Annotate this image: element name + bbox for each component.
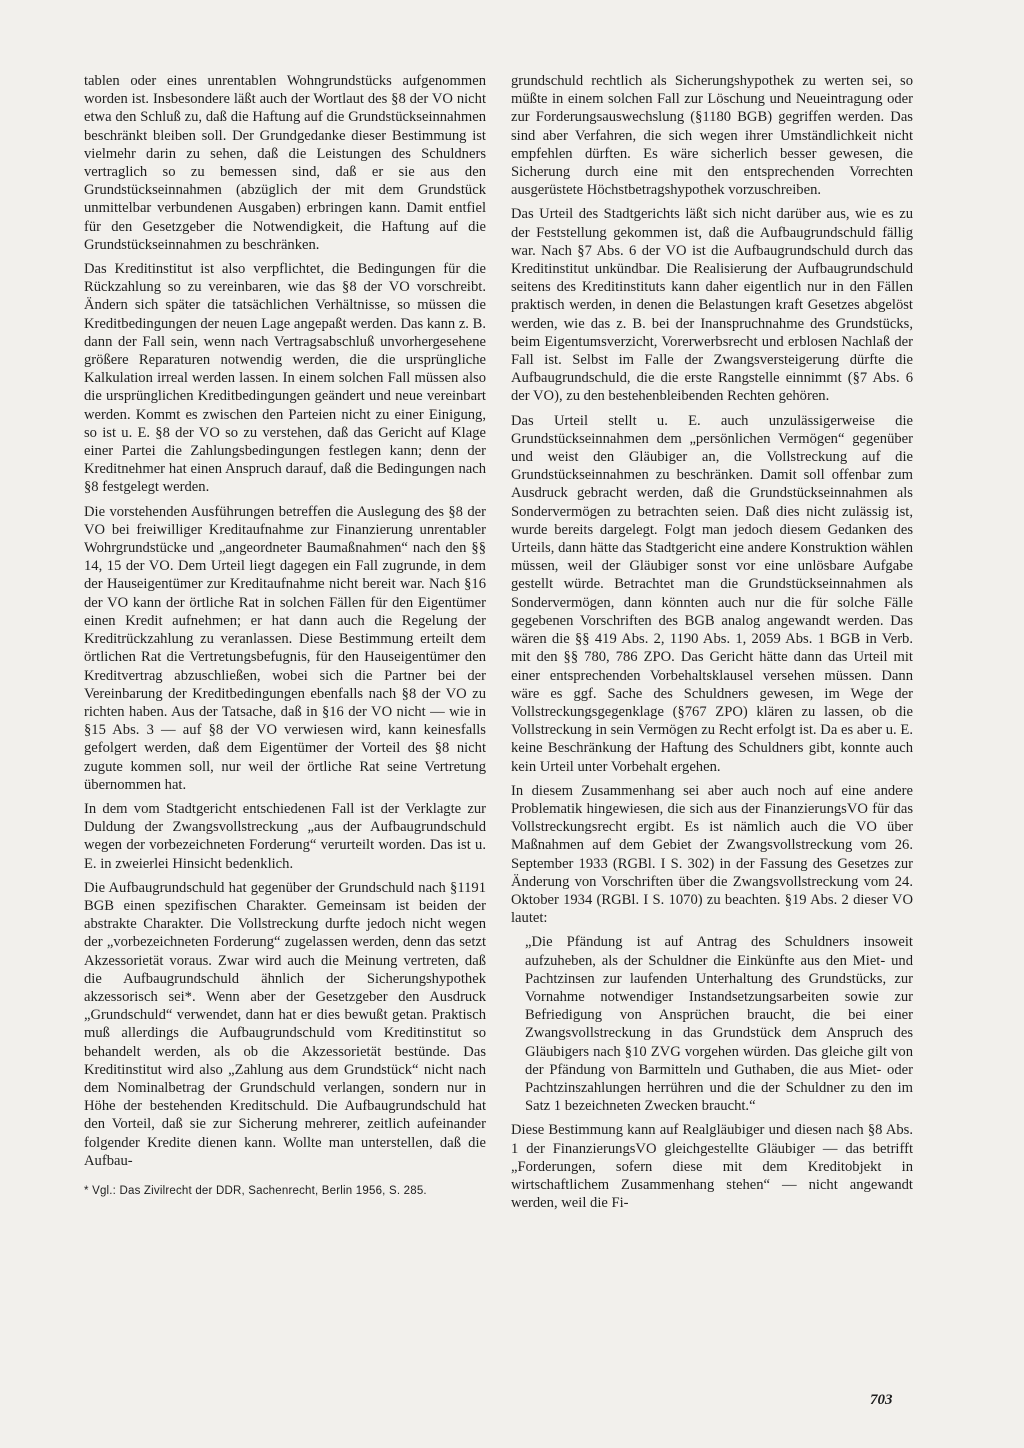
paragraph: In dem vom Stadtgericht entschiedenen Fall ist der Verklagte zur Duldung der Zwangsvollstreckung „aus der Aufbaugrundschuld wegen der vorbezeichneten Forderung“ verurteilt worden. Das ist u. E. in zweierlei Hinsicht bedenklich. <box>84 800 486 872</box>
paragraph: Die vorstehenden Ausführungen betreffen die Auslegung des §8 der VO bei freiwilliger Kreditaufnahme zur Finanzierung unrentabler Wohrgrundstücke und „angeordneter Baumaßnahmen“ nach den §§ 14, 15 der VO. Dem Urteil liegt dagegen ein Fall zugrunde, in dem der Hauseigentümer zur Kreditaufnahme nicht bereit war. Nach §16 der VO kann der örtliche Rat in solchen Fällen für den Eigentümer einen Kredit aufnehmen; er hat dann auch die Regelung der Kreditrückzahlung zu veranlassen. Diese Bestimmung erteilt dem örtlichen Rat die Vertretungsbefugnis, für den Hauseigentümer den Kreditvertrag abzuschließen, wobei sich die Partner bei der Vereinbarung der Kreditbedingungen ebenfalls nach §8 der VO zu richten haben. Aus der Tatsache, daß in §16 der VO nicht — wie in §15 Abs. 3 — auf §8 der VO verwiesen wird, kann keinesfalls gefolgert werden, daß dem Eigentümer der Vorteil des §8 nicht zugute kommen soll, nur weil der örtliche Rat seine Vertretung übernommen hat. <box>84 503 486 793</box>
block-quote: „Die Pfändung ist auf Antrag des Schuldners insoweit aufzuheben, als der Schuldner die Einkünfte aus den Miet- und Pachtzinsen zur laufenden Unterhaltung des Grundstücks, zur Vornahme notwendiger Instandsetzungsarbeiten sowie zur Befriedigung von Ansprüchen braucht, die bei einer Zwangsvollstreckung in das Grundstück dem Anspruch des Gläubigers nach §10 ZVG vorgehen würden. Das gleiche gilt von der Pfändung von Barmitteln und Guthaben, die aus Miet- oder Pachtzinszahlungen herrühren und die der Schuldner zu den im Satz 1 bezeichneten Zwecken braucht.“ <box>525 934 913 1115</box>
left-column <box>84 72 486 1204</box>
paragraph: grundschuld rechtlich als Sicherungshypothek zu werten sei, so müßte in einem solchen Fall zur Löschung und Neueintragung oder zur Forderungsauswechslung (§1180 BGB) gegriffen werden. Das sind aber Verfahren, die sich wegen ihrer Umständlichkeit nicht empfehlen dürften. Es wäre sicherlich besser gewesen, die Sicherung durch eine mit den entsprechenden Vorrechten ausgerüstete Höchstbetragshypothek vorzuschreiben. <box>511 73 913 199</box>
right-column <box>511 72 913 1218</box>
paragraph: Diese Bestimmung kann auf Realgläubiger und diesen nach §8 Abs. 1 der FinanzierungsVO gleichgestellte Gläubiger — das betrifft „Forderungen, sofern diese mit dem Kreditobjekt in wirtschaftlichem Zusammenhang stehen“ — nicht angewandt werden, weil die Fi- <box>511 1122 913 1212</box>
paragraph: Das Kreditinstitut ist also verpflichtet, die Bedingungen für die Rückzahlung so zu vereinbaren, wie das §8 der VO vorschreibt. Ändern sich später die tatsächlichen Verhältnisse, so müssen die Kreditbedingungen der neuen Lage angepaßt werden. Das kann z. B. dann der Fall sein, wenn nach Vertragsabschluß unvorhergesehene größere Reparaturen notwendig werden, die die ursprüngliche Kalkulation irreal werden lassen. In einem solchen Fall müssen also die ursprünglichen Kreditbedingungen geändert und neue vereinbart werden. Kommt es zwischen den Parteien nicht zu einer Einigung, so ist u. E. §8 der VO so zu verstehen, daß das Gericht auf Klage einer Partei die Zahlungsbedingungen festlegen kann; denn der Kreditnehmer hat einen Anspruch darauf, daß die Bedingungen nach §8 festgelegt werden. <box>84 261 486 496</box>
paragraph: In diesem Zusammenhang sei aber auch noch auf eine andere Problematik hingewiesen, die sich aus der FinanzierungsVO für das Vollstreckungsrecht ergibt. Es ist nämlich auch die VO über Maßnahmen auf dem Gebiet der Zwangsvollstreckung vom 26. September 1933 (RGBl. I S. 302) in der Fassung des Gesetzes zur Änderung von Vorschriften über die Zwangsvollstreckung vom 24. Oktober 1934 (RGBl. I S. 1070) zu beachten. §19 Abs. 2 dieser VO lautet: <box>511 782 913 927</box>
paragraph: tablen oder eines unrentablen Wohngrundstücks aufgenommen worden ist. Insbesondere läßt auch der Wortlaut des §8 der VO nicht etwa den Schluß zu, daß die Haftung auf die Grundstückseinnahmen beschränkt bleiben soll. Der Grundgedanke dieser Bestimmung ist vielmehr darin zu sehen, daß die Leistungen des Schuldners vertraglich so zu bemessen sind, daß er sie aus den Grundstückseinnahmen (abzüglich der mit dem Grundstück unmittelbar verbundenen Ausgaben) erbringen kann. Damit entfiel für den Gesetzgeber die Notwendigkeit, die Haftung auf die Grundstückseinnahmen zu beschränken. <box>84 73 486 253</box>
paragraph: Das Urteil stellt u. E. auch unzulässigerweise die Grundstückseinnahmen dem „persönlichen Vermögen“ gegenüber und weist den Gläubiger an, die Vollstreckung auf die Grundstückseinnahmen zu beschränken. Damit soll offenbar zum Ausdruck gebracht werden, daß die Grundstückseinnahmen als Sondervermögen zu betrachten seien. Daß dies nicht zulässig ist, wurde bereits dargelegt. Folgt man jedoch diesem Gedanken des Urteils, dann hätte das Stadtgericht eine andere Konstruktion wählen müssen, weil der Gläubiger sonst vor eine unlösbare Aufgabe gestellt würde. Betrachtet man die Grundstückseinnahmen als Sondervermögen, dann könnten auch nur die für solche Fälle gegebenen Vorschriften des BGB analog angewandt werden. Das wären die §§ 419 Abs. 2, 1190 Abs. 1, 2059 Abs. 1 BGB in Verb. mit den §§ 780, 786 ZPO. Das Gericht hätte dann das Urteil mit einer entsprechenden Vorbehaltsklausel versehen müssen. Dann wäre es ggf. Sache des Schuldners gewesen, im Wege der Vollstreckungsgegenklage (§767 ZPO) klären zu lassen, ob die Vollstreckung in sein Vermögen zu Recht erfolgt ist. Da es aber u. E. keine Beschränkung der Haftung des Schuldners gibt, konnte auch kein Urteil unter Vorbehalt ergehen. <box>511 412 913 775</box>
page-number: 703 <box>870 1392 893 1408</box>
footnote: * Vgl.: Das Zivilrecht der DDR, Sachenrecht, Berlin 1956, S. 285. <box>84 1184 427 1197</box>
paragraph: Die Aufbaugrundschuld hat gegenüber der Grundschuld nach §1191 BGB einen spezifischen Charakter. Gemeinsam ist beiden der abstrakte Charakter. Die Vollstreckung durfte jedoch nicht wegen der „vorbezeichneten Forderung“ zugelassen werden, denn das setzt Akzessorietät voraus. Zwar wird auch die Meinung vertreten, daß die Aufbaugrundschuld ähnlich der Sicherungshypothek akzessorisch sei*. Wenn aber der Gesetzgeber den Ausdruck „Grundschuld“ verwendet, dann hat er dies bewußt getan. Praktisch muß allerdings die Aufbaugrundschuld vom Kreditinstitut so behandelt werden, als ob die Akzessorietät bestünde. Das Kreditinstitut wird also „Zahlung aus dem Grundstück“ nicht nach dem Nominalbetrag der Grundschuld verlangen, sondern nur in Höhe der bestehenden Kreditschuld. Die Aufbaugrundschuld hat den Vorteil, daß sie zur Sicherung mehrerer, zeitlich aufeinander folgender Kredite dienen kann. Wollte man unterstellen, daß die Aufbau- <box>84 879 486 1169</box>
paragraph: Das Urteil des Stadtgerichts läßt sich nicht darüber aus, wie es zu der Feststellung gekommen ist, daß die Aufbaugrundschuld fällig war. Nach §7 Abs. 6 der VO ist die Aufbaugrundschuld durch das Kreditinstitut unkündbar. Die Realisierung der Aufbaugrundschuld seitens des Kreditinstituts kann daher eigentlich nur in den Fällen praktisch werden, in denen die Belastungen kraft Gesetzes abgelöst werden, wie das z. B. bei der Inanspruchnahme des Grundstücks, beim Eigentumsverzicht, Vorerwerbsrecht und erblosen Nachlaß der Fall ist. Selbst im Falle der Zwangsversteigerung dürfte die Aufbaugrundschuld, die die erste Rangstelle einnimmt (§7 Abs. 6 der VO), zu den bestehenbleibenden Rechten gehören. <box>511 206 913 405</box>
